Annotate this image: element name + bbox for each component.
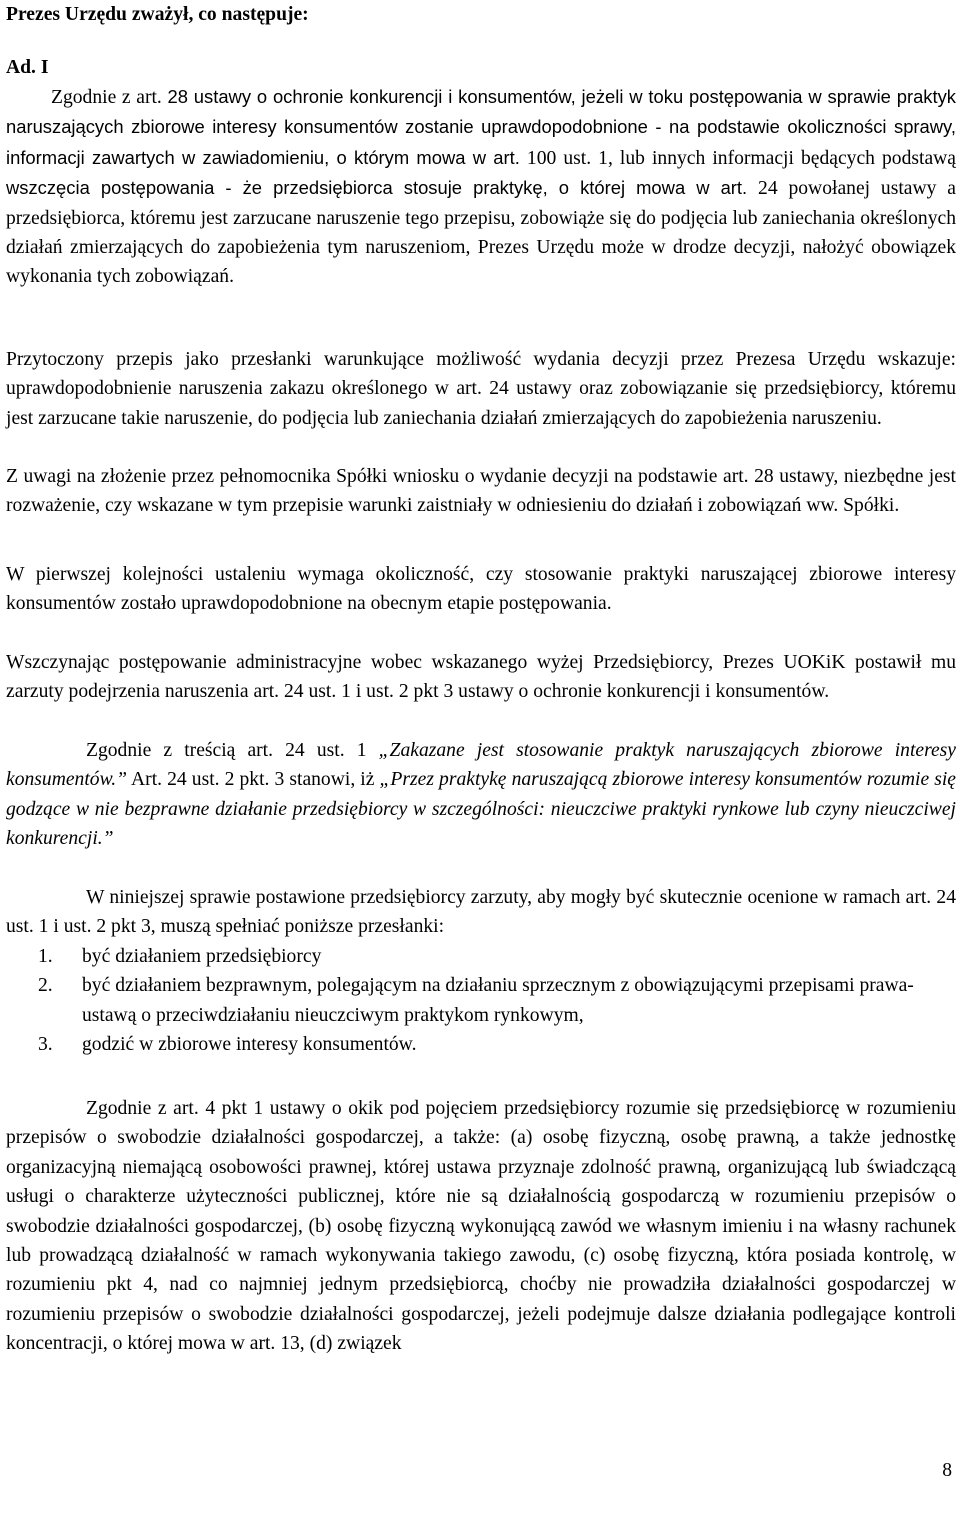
p1-d: 24 powołanej ustawy a przedsiębiorca, któremu jest zarzucane naruszenie tego przepisu, zobowiąże się do podjęcia lub zaniechania określonych działań zmierzających do zapobieżenia tym naruszeniom, Prezes Urzędu może w drodze decyzji, nałożyć obowiązek wykonania tych zobowiązań.: [6, 178, 956, 288]
p6-b: Art. 24 ust. 2 pkt. 3 stanowi, iż: [131, 769, 375, 791]
p1-b: 100 ust. 1, lub innych informacji będących podstawą: [526, 147, 957, 169]
paragraph-przeslanki: Przytoczony przepis jako przesłanki warunkujące możliwość wydania decyzji przez Prezesa Urzędu wskazuje: uprawdopodobnienie naruszenia zakazu określonego w art. 24 ustawy oraz zobowiązanie się przedsiębiorcy, któremu jest zarzucane takie naruszenie, do podjęcia lub zaniechania działań zmierzających do zapobieżenia naruszeniu.: [6, 349, 956, 429]
quote-art-24-ust-2: „Przez praktykę naruszającą zbiorowe interesy konsumentów rozumie się godzące w nie bezprawne działanie przedsiębiorcy w szczególności: nieuczciwe praktyki rynkowe lub czyny nieuczciwej konkurencji.”: [6, 769, 956, 850]
list-number: 2.: [38, 975, 53, 997]
paragraph-przeslanki-list-intro: [6, 883, 956, 942]
paragraph-definicja-przedsiebiorcy: [6, 1094, 956, 1359]
section-label: Ad. I: [6, 57, 49, 78]
list-number: 3.: [38, 1034, 53, 1056]
heading: Prezes Urzędu zważył, co następuje:: [6, 4, 309, 25]
list-text: godzić w zbiorowe interesy konsumentów.: [82, 1034, 417, 1056]
conditions-list: [6, 942, 956, 1060]
paragraph-zarzuty: Wszczynając postępowanie administracyjne wobec wskazanego wyżej Przedsiębiorcy, Prezes UOKiK postawił mu zarzuty podejrzenia naruszenia art. 24 ust. 1 i ust. 2 pkt 3 ustawy o ochronie konkurencji i konsumentów.: [6, 652, 956, 703]
p1-lead: Zgodnie z art.: [51, 87, 162, 108]
p6-a: Zgodnie z treścią art. 24 ust. 1: [86, 740, 367, 761]
paragraph-wniosek: Z uwagi na złożenie przez pełnomocnika Spółki wniosku o wydanie decyzji na podstawie art. 28 ustawy, niezbędne jest rozważenie, czy wskazane w tym przepisie warunki zaistniały w odniesieniu do działań i zobowiązań ww. Spółki.: [6, 466, 956, 517]
paragraph-art-24: [6, 736, 956, 854]
page-number: 8: [942, 1460, 952, 1481]
p7-text: W niniejszej sprawie postawione przedsiębiorcy zarzuty, aby mogły być skutecznie ocenione w ramach art. 24 ust. 1 i ust. 2 pkt 3, muszą spełniać poniższe przesłanki:: [6, 887, 956, 938]
list-item: [6, 971, 956, 1030]
p1-sans-a: 28 ustawy o ochronie konkurencji i konsumentów, jeżeli w toku postępowania w sprawie praktyk naruszających zbiorowe interesy konsumentów zostanie uprawdopodobnione - na podstawie okoliczności sprawy, informacji zawartych w zawiadomieniu, o którym mowa w art.: [6, 86, 957, 168]
list-item: [6, 942, 956, 971]
list-number: 1.: [38, 946, 53, 967]
p8-text: Zgodnie z art. 4 pkt 1 ustawy o okik pod pojęciem przedsiębiorcy rozumie się przedsiębiorcę w rozumieniu przepisów o swobodzie działalności gospodarczej, a także: (a) osobę fizyczną, osobę prawną, a także jednostkę organizacyjną niemającą osobowości prawnej, której ustawa przyznaje zdolność prawną, organizującą lub świadczącą usługi o charakterze użyteczności publicznej, które nie są działalnością gospodarczą w rozumieniu przepisów o swobodzie działalności gospodarczej, (b) osobę fizyczną wykonującą zawód we własnym imieniu i na własny rachunek lub prowadzącą działalność w ramach wykonywania takiego zawodu, (c) osobę fizyczną, która posiada kontrolę, w rozumieniu pkt 4, nad co najmniej jednym przedsiębiorcą, choćby nie prowadziła działalności gospodarczej w rozumieniu przepisów o swobodzie działalności gospodarczej, jeżeli podejmuje dalsze działania podlegające kontroli koncentracji, o której mowa w art. 13, (d) związek: [6, 1098, 956, 1355]
paragraph-art-28: [6, 82, 956, 292]
quote-art-24-ust-1: „Zakazane jest stosowanie praktyk naruszających zbiorowe interesy konsumentów.”: [6, 740, 957, 791]
p1-sans-c: wszczęcia postępowania - że przedsiębiorca stosuje praktykę, o której mowa w art.: [6, 177, 748, 199]
list-text: być działaniem bezprawnym, polegającym na działaniu sprzecznym z obowiązującymi przepisami prawa- ustawą o przeciwdziałaniu nieuczciwym praktykom rynkowym,: [82, 975, 914, 1026]
list-text: być działaniem przedsiębiorcy: [82, 946, 322, 967]
paragraph-pierwsza-kolejnosc: W pierwszej kolejności ustaleniu wymaga okoliczność, czy stosowanie praktyki naruszającej zbiorowe interesy konsumentów zostało uprawdopodobnione na obecnym etapie postępowania.: [6, 564, 956, 615]
list-item: [6, 1030, 956, 1059]
